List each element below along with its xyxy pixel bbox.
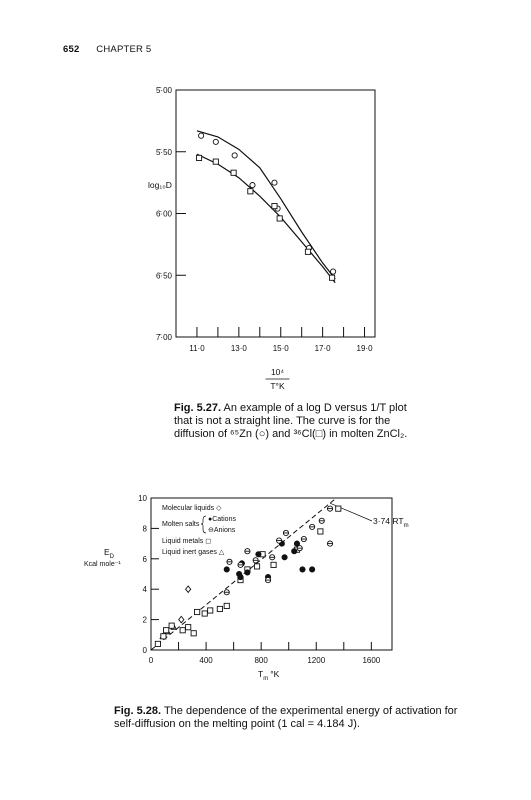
square-data-point	[186, 625, 191, 630]
page-header	[63, 44, 151, 55]
filled-data-point	[300, 567, 305, 572]
y-tick-label: 5̄·50	[155, 147, 172, 157]
circle-data-point	[199, 133, 204, 138]
diamond-data-point	[179, 616, 184, 622]
filled-data-point	[282, 555, 287, 560]
diamond-data-point	[186, 586, 191, 592]
x-tick-label: 800	[254, 656, 268, 665]
square-data-point	[191, 631, 196, 636]
legend-anions: ⊖Anions	[208, 527, 236, 534]
filled-data-point	[310, 567, 315, 572]
square-data-point	[231, 170, 236, 175]
theta-data-point	[297, 546, 302, 551]
square-data-point	[224, 603, 229, 608]
figure-5-27-chart	[0, 70, 531, 400]
square-data-point	[277, 216, 282, 221]
caption-label: Fig. 5.27.	[174, 402, 222, 414]
theta-data-point	[310, 524, 315, 529]
x-tick-label: 1600	[362, 656, 381, 665]
plot-frame	[176, 90, 375, 337]
filled-data-point	[224, 567, 229, 572]
theta-data-point	[270, 555, 275, 560]
theta-data-point	[238, 562, 243, 567]
y-tick-label: 7̄·00	[155, 333, 172, 342]
filled-data-point	[292, 549, 297, 554]
square-data-point	[208, 608, 213, 613]
theta-data-point	[283, 530, 288, 535]
y-tick-label: 2	[142, 615, 147, 625]
square-data-point	[271, 562, 276, 567]
legend-brace	[201, 516, 206, 533]
legend-molten-salts: Molten salts	[162, 521, 200, 528]
square-fit-curve	[197, 154, 335, 283]
circle-data-point	[213, 139, 218, 144]
y-tick-label: 6	[142, 554, 147, 564]
caption-text: An example of a log D versus 1/T plot that is not a straight line. The curve is for the diffusion of ⁶⁵Zn (○) and ³⁶Cl(□) in molten ZnCl₂.	[174, 402, 408, 440]
filled-data-point	[256, 552, 261, 557]
y-axis-label: log₁₀D	[148, 180, 172, 190]
square-data-point	[155, 641, 160, 646]
legend-inert-gases: Liquid inert gases △	[162, 549, 225, 556]
legend-molecular: Molecular liquids ◇	[162, 505, 222, 512]
circle-data-point	[232, 153, 237, 158]
x-tick-label: 0	[148, 656, 154, 665]
y-tick-label: 6̄·00	[155, 209, 172, 219]
x-tick-label: 17·0	[314, 344, 331, 353]
square-data-point	[213, 159, 218, 164]
x-tick-label: 400	[199, 656, 213, 665]
x-tick-label: 11·0	[189, 344, 205, 353]
x-tick-label: 15·0	[272, 344, 289, 353]
y-tick-label: 8	[142, 524, 147, 534]
theta-data-point	[245, 549, 250, 554]
y-tick-label: 4	[142, 585, 147, 595]
chapter-label: CHAPTER 5	[96, 44, 152, 55]
square-data-point	[217, 606, 222, 611]
line-label: 3·74 $RT_m$	[373, 516, 409, 529]
square-data-point	[180, 628, 185, 633]
y-tick-label: 0	[142, 646, 147, 655]
theta-data-point	[265, 577, 270, 582]
square-data-point	[195, 609, 200, 614]
x-axis-label-top: 10⁴	[270, 367, 285, 377]
y-tick-label: 10	[138, 494, 147, 503]
square-data-point	[272, 203, 277, 208]
y-tick-label: 5̄·00	[155, 86, 172, 95]
theta-data-point	[327, 541, 332, 546]
square-data-point	[254, 564, 259, 569]
theta-data-point	[276, 538, 281, 543]
theta-data-point	[253, 558, 258, 563]
page-number: 652	[63, 44, 80, 55]
x-tick-label: 13·0	[230, 344, 247, 353]
theta-data-point	[227, 559, 232, 564]
figure-5-28-chart	[0, 478, 531, 693]
legend-cations: ●Cations	[208, 516, 236, 523]
square-data-point	[248, 189, 253, 194]
square-data-point	[169, 623, 174, 628]
caption-label: Fig. 5.28.	[114, 705, 162, 717]
figure-5-28-caption	[114, 705, 459, 731]
caption-text: The dependence of the experimental energy of activation for self-diffusion on the melting point (1 cal = 4.184 J).	[114, 705, 458, 730]
square-data-point	[164, 628, 169, 633]
y-axis-unit: Kcal mole⁻¹	[84, 561, 121, 568]
x-axis-label-bottom: T°K	[270, 381, 285, 391]
square-data-point	[318, 529, 323, 534]
y-tick-label: 6̄·50	[155, 271, 172, 281]
circle-data-point	[250, 182, 255, 187]
theta-data-point	[224, 590, 229, 595]
square-data-point	[336, 506, 341, 511]
x-axis-label: $T_m$ °K	[258, 669, 280, 682]
x-tick-label: 19·0	[356, 344, 373, 353]
circle-data-point	[331, 269, 336, 274]
x-tick-label: 1200	[307, 656, 326, 665]
square-data-point	[305, 249, 310, 254]
theta-data-point	[327, 506, 332, 511]
square-data-point	[329, 275, 334, 280]
circle-data-point	[272, 180, 277, 185]
theta-data-point	[319, 518, 324, 523]
square-data-point	[202, 611, 207, 616]
filled-data-point	[238, 574, 243, 579]
square-data-point	[161, 634, 166, 639]
theta-data-point	[301, 536, 306, 541]
figure-5-27-caption	[174, 402, 414, 441]
y-axis-label: $E_D$	[104, 547, 115, 560]
square-data-point	[196, 155, 201, 160]
legend-liquid-metals: Liquid metals ◻	[162, 538, 211, 545]
filled-data-point	[245, 570, 250, 575]
